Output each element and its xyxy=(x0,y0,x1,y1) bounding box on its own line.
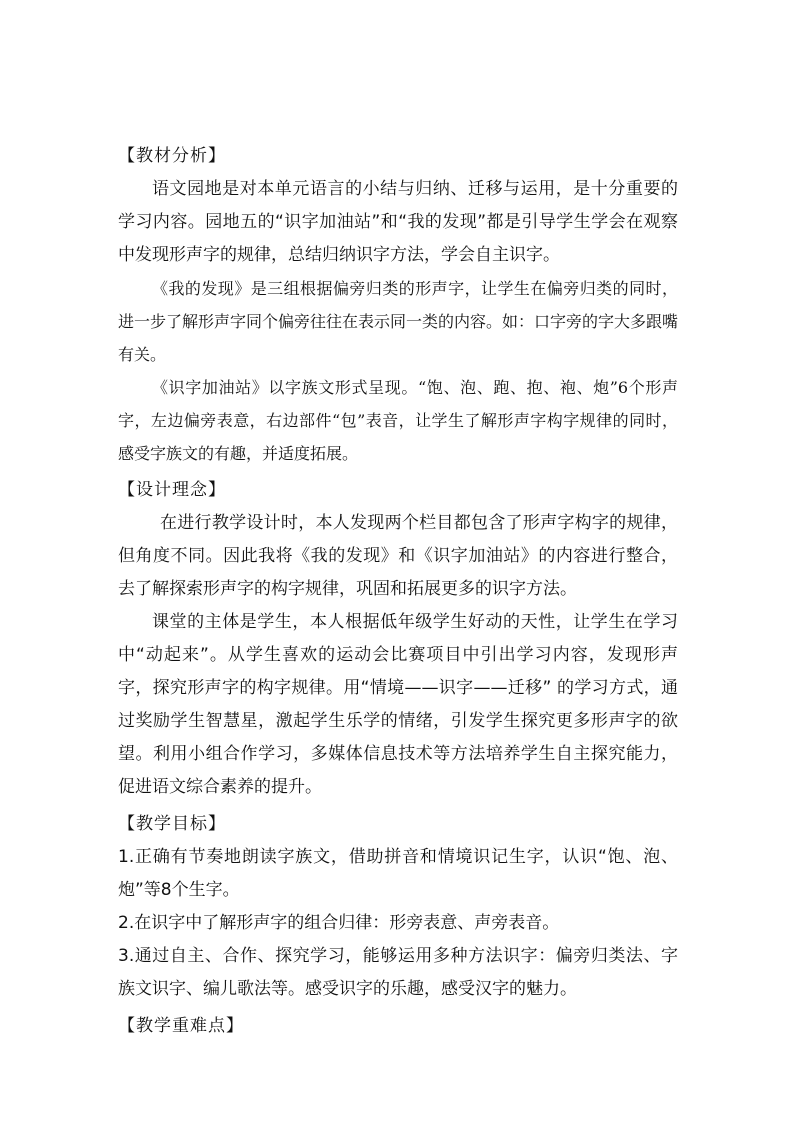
section-heading-objectives: 【教学目标】 xyxy=(118,814,226,834)
section-analysis xyxy=(118,140,678,470)
objective-item: 2.在识字中了解形声字的组合归律：形旁表意、声旁表音。 xyxy=(118,913,560,933)
section-heading-concept: 【设计理念】 xyxy=(118,480,226,500)
paragraph: 课堂的主体是学生，本人根据低年级学生好动的天性，让学生在学习中“动起来”。从学生喜欢的运动会比赛项目中引出学习内容，发现形声字，探究形声字的构字规律。用“情境——识字——迁移” 的学习方式，通过奖励学生智慧星，激起学生乐学的情绪，引发学生探究更多形声字的欲望。利用小组合作学习，多媒体信息技术等方法培养学生自主探究能力，促进语文综合素养的提升。 xyxy=(118,612,678,797)
paragraph: 《我的发现》是三组根据偏旁归类的形声字，让学生在偏旁归类的同时，进一步了解形声字同个偏旁往往在表示同一类的内容。如：口字旁的字大多跟嘴有关。 xyxy=(118,279,679,364)
document-body xyxy=(118,140,678,1043)
paragraph: 在进行教学设计时，本人发现两个栏目都包含了形声字构字的规律，但角度不同。因此我将《我的发现》和《识字加油站》的内容进行整合，去了解探索形声字的构字规律，巩固和拓展更多的识字方法。 xyxy=(118,513,678,599)
section-keypoints xyxy=(118,1010,678,1043)
section-heading-analysis: 【教材分析】 xyxy=(118,146,226,166)
section-objectives xyxy=(118,808,678,1006)
section-concept xyxy=(118,474,678,804)
objective-item: 1.正确有节奏地朗读字族文，借助拼音和情境识记生字，认识“饱、泡、炮”等8个生字。 xyxy=(118,847,678,900)
section-heading-keypoints: 【教学重难点】 xyxy=(118,1016,244,1036)
paragraph: 语文园地是对本单元语言的小结与归纳、迁移与运用，是十分重要的学习内容。园地五的“识字加油站”和“我的发现”都是引导学生学会在观察中发现形声字的规律，总结归纳识字方法，学会自主识字。 xyxy=(118,179,678,265)
paragraph: 《识字加油站》以字族文形式呈现。“饱、泡、跑、抱、袍、炮”6个形声字，左边偏旁表意，右边部件“包”表音，让学生了解形声字构字规律的同时，感受字族文的有趣，并适度拓展。 xyxy=(118,378,678,463)
objective-item: 3.通过自主、合作、探究学习，能够运用多种方法识字：偏旁归类法、字族文识字、编儿歌法等。感受识字的乐趣，感受汉字的魅力。 xyxy=(118,946,678,999)
